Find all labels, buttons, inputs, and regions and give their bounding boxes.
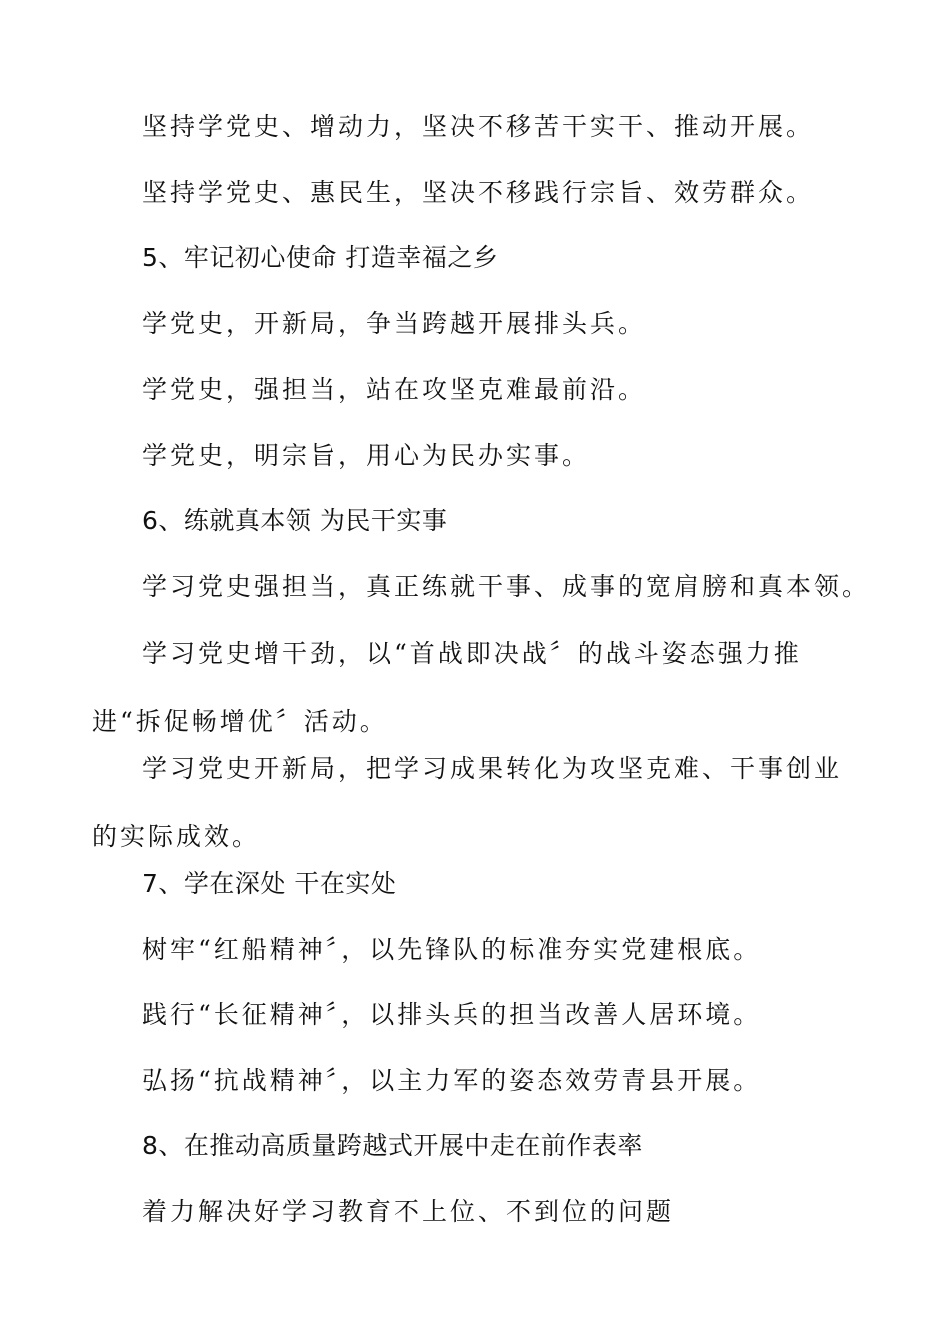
paragraph: 弘扬“抗战精神〞，以主力军的姿态效劳青县开展。 [142, 1066, 762, 1095]
paragraph: 学党史，开新局，争当跨越开展排头兵。 [142, 309, 647, 338]
paragraph: 坚持学党史、惠民生，坚决不移践行宗旨、效劳群众。 [142, 178, 815, 207]
paragraph: 树牢“红船精神〞，以先锋队的标准夯实党建根底。 [142, 935, 762, 964]
section-heading-7: 7、学在深处 干在实处 [142, 869, 397, 898]
paragraph-multiline: 学习党史增干劲，以“首战即决战〞的战斗姿态强力推进“拆促畅增优〞活动。 [92, 639, 802, 736]
section-heading-5: 5、牢记初心使命 打造幸福之乡 [142, 243, 499, 272]
paragraph-multiline: 学习党史开新局，把学习成果转化为攻坚克难、干事创业的实际成效。 [92, 754, 843, 851]
paragraph: 学党史，明宗旨，用心为民办实事。 [142, 441, 591, 470]
paragraph: 着力解决好学习教育不上位、不到位的问题 [142, 1197, 675, 1226]
paragraph: 践行“长征精神〞，以排头兵的担当改善人居环境。 [142, 1000, 762, 1029]
paragraph: 学习党史强担当，真正练就干事、成事的宽肩膀和真本领。 [142, 572, 871, 601]
section-heading-8: 8、在推动高质量跨越式开展中走在前作表率 [142, 1131, 643, 1160]
section-heading-6: 6、练就真本领 为民干实事 [142, 506, 448, 535]
paragraph: 坚持学党史、增动力，坚决不移苦干实干、推动开展。 [142, 112, 815, 141]
paragraph: 学党史，强担当，站在攻坚克难最前沿。 [142, 375, 647, 404]
